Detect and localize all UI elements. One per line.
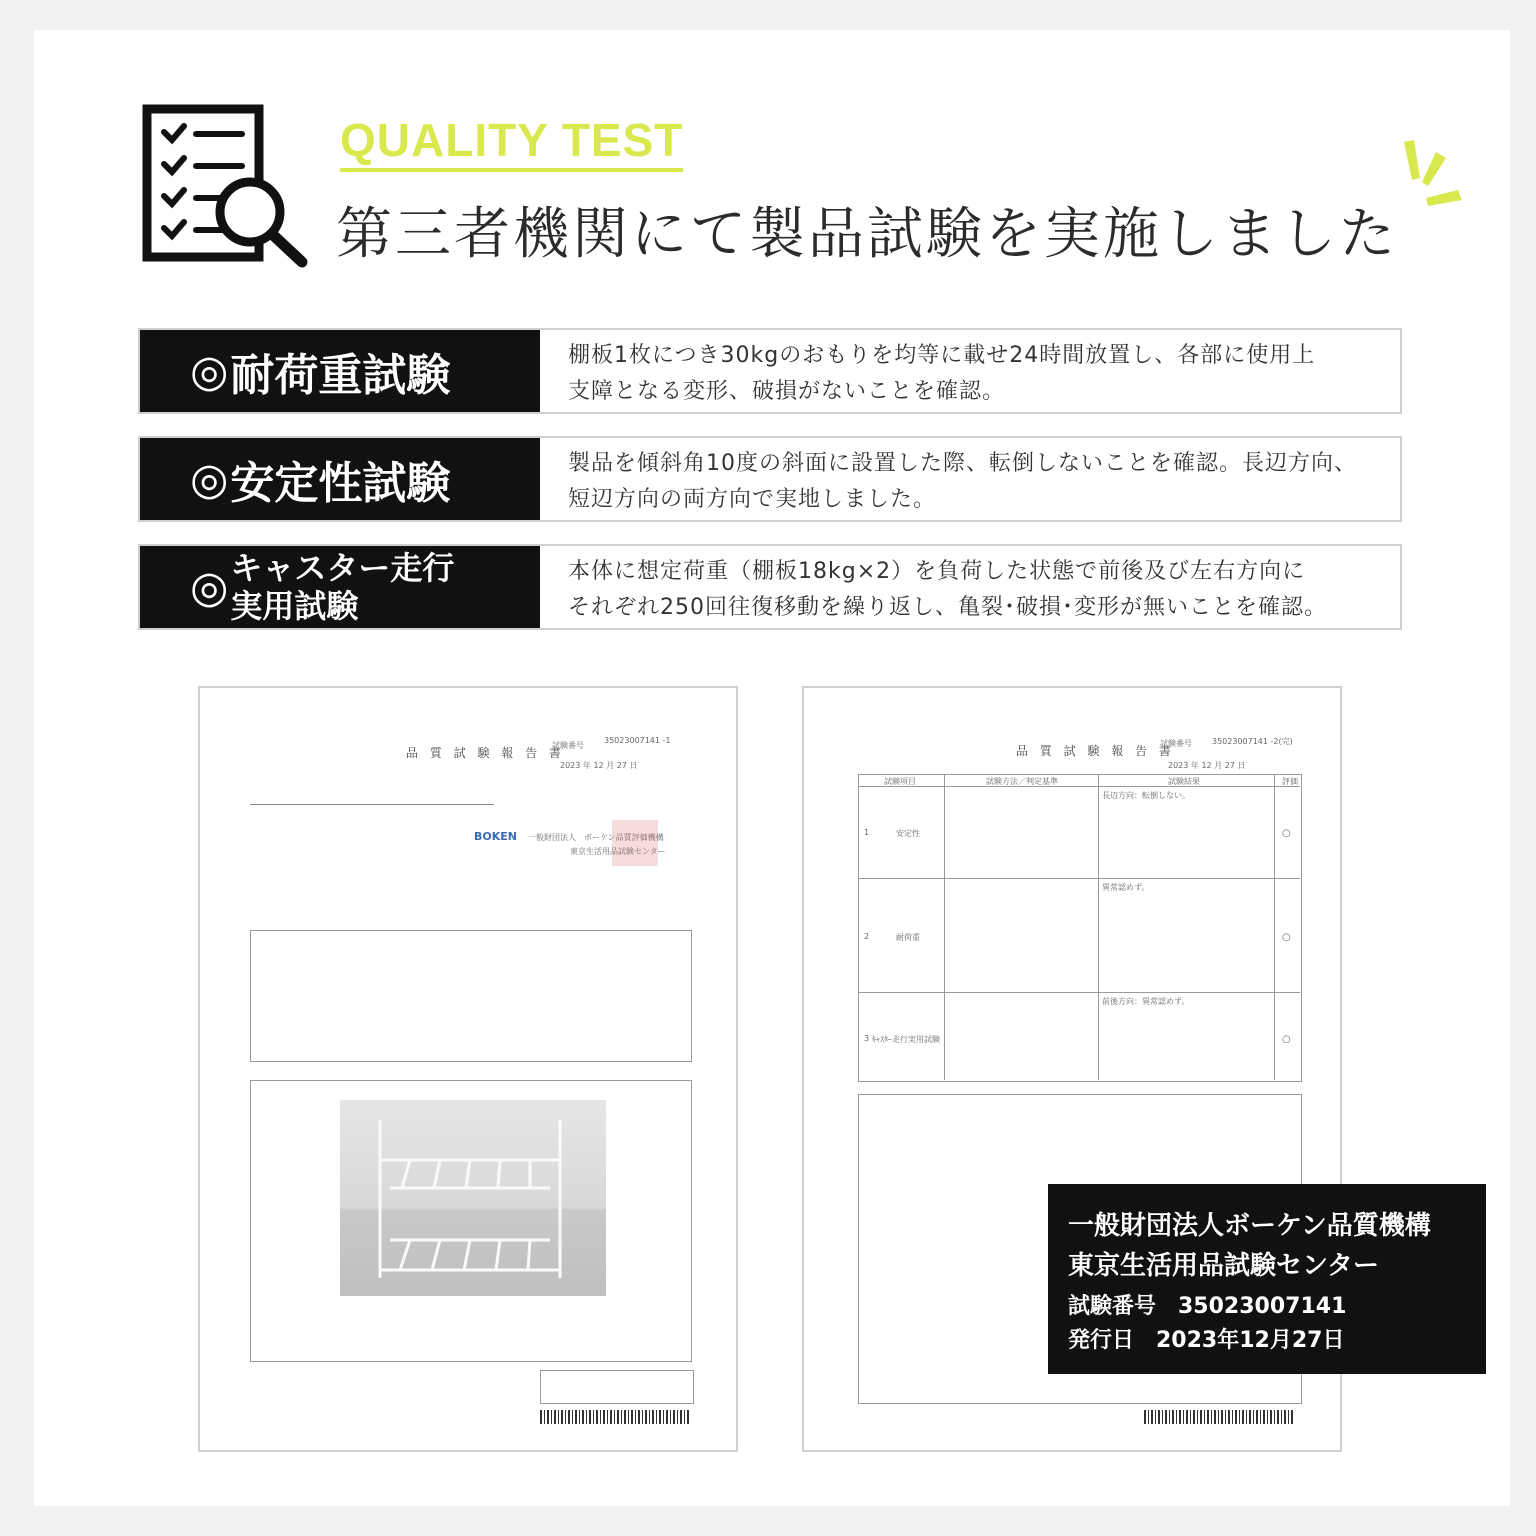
double-circle-mark: ◎ — [190, 345, 229, 397]
test-title-text: 安定性試験 — [230, 458, 451, 509]
col-rule — [1098, 774, 1099, 1080]
approval-table — [540, 1370, 694, 1404]
test-title-stack — [230, 549, 454, 625]
test-items-box — [250, 930, 692, 1062]
test-title-stability — [140, 438, 540, 520]
row-rule — [858, 992, 1300, 993]
col-rule — [944, 774, 945, 1080]
test-title-text: 耐荷重試験 — [230, 350, 451, 401]
test-row-load — [138, 328, 1402, 414]
table-row-result: 異常認めず。 — [1102, 883, 1150, 892]
col-header: 試験結果 — [1168, 777, 1200, 786]
checklist-magnifier-icon — [142, 104, 312, 268]
boken-logo: BOKEN — [474, 830, 517, 843]
desc-line: 製品を傾斜角10度の斜面に設置した際、転倒しないことを確認。長辺方向、 — [568, 451, 1357, 476]
table-row-eval: ○ — [1282, 1034, 1291, 1045]
shelf-illustration — [340, 1100, 606, 1296]
test-row-stability — [138, 436, 1402, 522]
desc-line: 本体に想定荷重（棚板18kg×2）を負荷した状態で前後及び左右方向に — [568, 559, 1306, 584]
test-description-caster — [568, 554, 1390, 626]
barcode — [1144, 1410, 1294, 1424]
test-title-load — [140, 330, 540, 412]
desc-line: それぞれ250回往復移動を繰り返し、亀裂･破損･変形が無いことを確認。 — [568, 595, 1327, 620]
col-rule — [1274, 774, 1275, 1080]
desc-line: 短辺方向の両方向で実地しました。 — [568, 487, 937, 512]
col-header: 評価 — [1282, 777, 1298, 786]
doc-number: 35023007141 -1 — [604, 736, 671, 745]
issuer-info-box — [1048, 1184, 1486, 1374]
test-description-stability — [568, 446, 1390, 518]
row-rule — [858, 878, 1300, 879]
table-row-item: 耐荷重 — [896, 933, 920, 942]
doc-title: 品 質 試 験 報 告 書 — [406, 746, 565, 760]
seal-stamp — [612, 820, 658, 866]
sample-photo — [340, 1100, 606, 1296]
issuer-center: 東京生活用品試験センター — [1068, 1251, 1379, 1281]
table-row-item: 安定性 — [896, 829, 920, 838]
test-row-caster — [138, 544, 1402, 630]
test-title-text: キャスター走行 — [230, 549, 455, 587]
doc-number: 35023007141 -2(完) — [1212, 737, 1293, 746]
table-row-eval: ○ — [1282, 932, 1291, 943]
barcode — [540, 1410, 690, 1424]
table-header-rule — [858, 786, 1300, 787]
table-row-item: ｷｬｽﾀｰ走行実用試験 — [872, 1035, 940, 1044]
quality-test-label: QUALITY TEST — [340, 112, 683, 172]
report-document-1 — [198, 686, 738, 1452]
doc-date: 2023 年 12 月 27 日 — [560, 761, 638, 770]
table-row-result: 前後方向：異常認めず。 — [1102, 997, 1190, 1006]
col-header: 試験方法／判定基準 — [986, 777, 1058, 786]
doc-title: 品 質 試 験 報 告 書 — [1016, 744, 1175, 758]
org-name: 一般財団法人 ボーケン品質評価機構 — [528, 833, 664, 842]
sparkle-icon — [1398, 138, 1468, 218]
doc-number-label: 試験番号 — [1160, 739, 1192, 748]
recipient-line — [250, 804, 494, 805]
col-header: 試験項目 — [884, 777, 916, 786]
table-row-no: 1 — [864, 828, 870, 837]
doc-date: 2023 年 12 月 27 日 — [1168, 761, 1246, 770]
org-center: 東京生活用品試験センター — [570, 847, 666, 856]
issuer-test-number: 試験番号 35023007141 — [1068, 1294, 1347, 1319]
doc-number-label: 試験番号 — [552, 741, 584, 750]
desc-line: 支障となる変形、破損がないことを確認。 — [568, 379, 1006, 404]
issuer-org: 一般財団法人ボーケン品質機構 — [1068, 1211, 1431, 1241]
issuer-date: 発行日 2023年12月27日 — [1068, 1328, 1345, 1353]
table-row-no: 2 — [864, 932, 870, 941]
table-row-result: 長辺方向：転倒しない。 — [1102, 791, 1190, 800]
page-headline: 第三者機関にて製品試験を実施しました — [336, 202, 1398, 267]
table-row-eval: ○ — [1282, 828, 1291, 839]
test-title-caster — [140, 546, 540, 628]
test-description-load — [568, 338, 1390, 410]
desc-line: 棚板1枚につき30kgのおもりを均等に載せ24時間放置し、各部に使用上 — [568, 343, 1316, 368]
test-title-text: 実用試験 — [230, 587, 359, 625]
double-circle-mark: ◎ — [190, 453, 229, 505]
double-circle-mark: ◎ — [190, 561, 229, 613]
table-row-no: 3 — [864, 1034, 870, 1043]
